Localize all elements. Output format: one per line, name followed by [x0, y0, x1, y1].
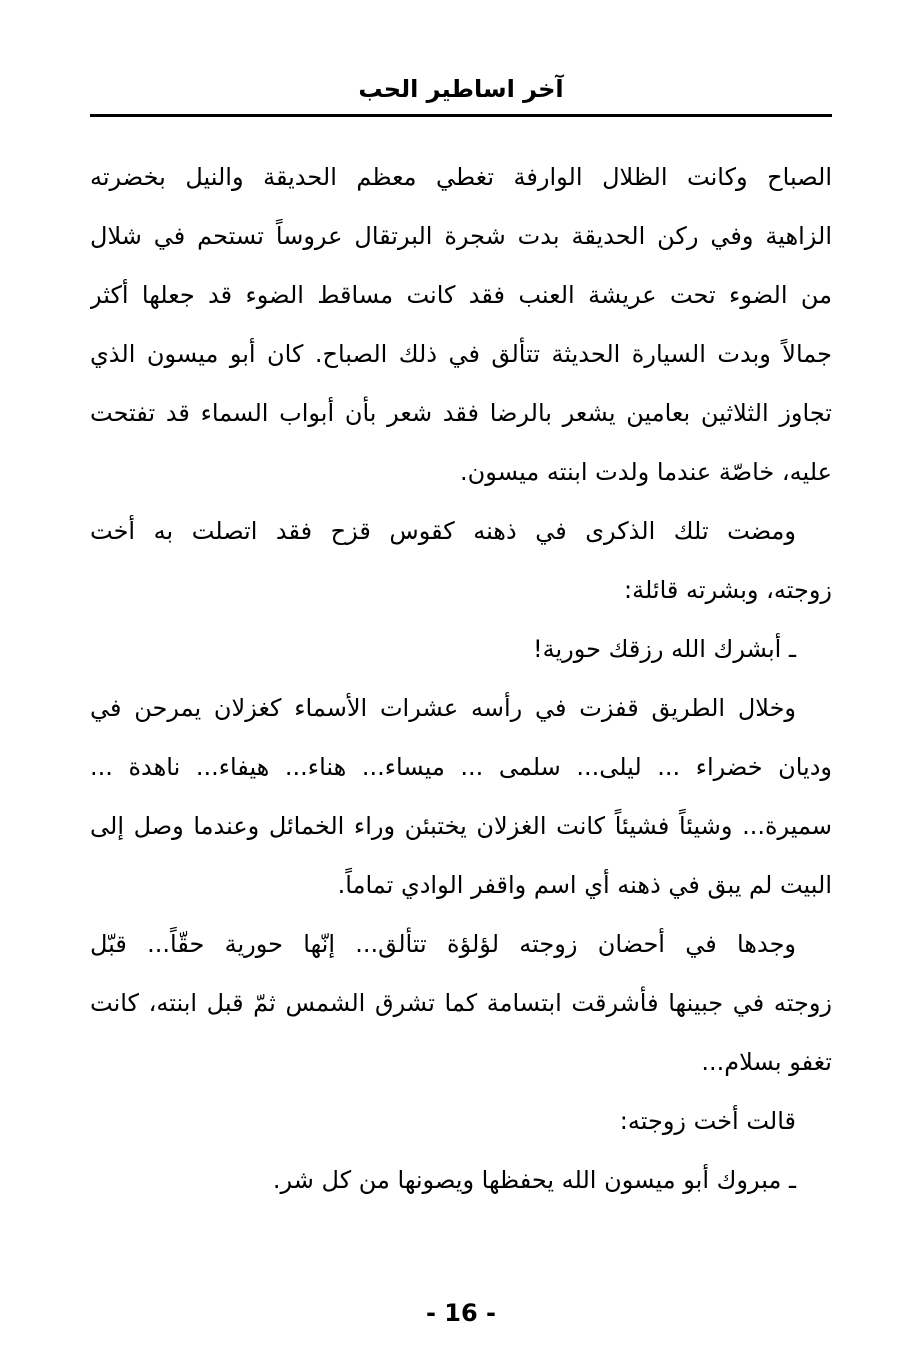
- text-line: الزاهية وفي ركن الحديقة بدت شجرة البرتقال عروساً تستحم في شلال: [90, 222, 832, 250]
- text-line: قالت أخت زوجته:: [619, 1107, 796, 1135]
- text-line: البيت لم يبق في ذهنه أي اسم واقفر الوادي تماماً.: [337, 871, 832, 899]
- text-line: وديان خضراء ... ليلى... سلمى ... ميساء... هناء... هيفاء... ناهدة ...: [90, 753, 832, 781]
- page-number: - 16 -: [425, 1299, 497, 1327]
- text-line: من الضوء تحت عريشة العنب فقد كانت مساقط الضوء قد جعلها أكثر: [90, 281, 832, 309]
- dialogue-line: ـ أبشرك الله رزقك حورية!: [533, 635, 796, 663]
- text-line: وجدها في أحضان زوجته لؤلؤة تتألق... إنّها حورية حقّاً... قبّل: [90, 930, 796, 958]
- text-line: تغفو بسلام...: [701, 1048, 832, 1076]
- text-line: الصباح وكانت الظلال الوارفة تغطي معظم الحديقة والنيل بخضرته: [90, 163, 832, 191]
- text-line: تجاوز الثلاثين بعامين يشعر بالرضا فقد شعر بأن أبواب السماء قد تفتحت: [90, 399, 832, 427]
- text-line: وخلال الطريق قفزت في رأسه عشرات الأسماء كغزلان يمرحن في: [90, 694, 796, 722]
- text-line: ومضت تلك الذكرى في ذهنه كقوس قزح فقد اتصلت به أخت: [90, 517, 796, 545]
- running-header: آخر اساطير الحب: [358, 75, 564, 103]
- text-line: زوجته، وبشرته قائلة:: [624, 576, 832, 604]
- header-rule: [90, 114, 832, 117]
- text-line: زوجته في جبينها فأشرقت ابتسامة كما تشرق الشمس ثمّ قبل ابنته، كانت: [90, 989, 832, 1017]
- text-line: عليه، خاصّة عندما ولدت ابنته ميسون.: [460, 458, 832, 486]
- text-line: جمالاً وبدت السيارة الحديثة تتألق في ذلك الصباح. كان أبو ميسون الذي: [90, 340, 832, 368]
- body-text: [90, 148, 832, 1210]
- text-line: سميرة... وشيئاً فشيئاً كانت الغزلان يختبئن وراء الخمائل وعندما وصل إلى: [90, 812, 832, 840]
- dialogue-line: ـ مبروك أبو ميسون الله يحفظها ويصونها من كل شر.: [272, 1166, 796, 1194]
